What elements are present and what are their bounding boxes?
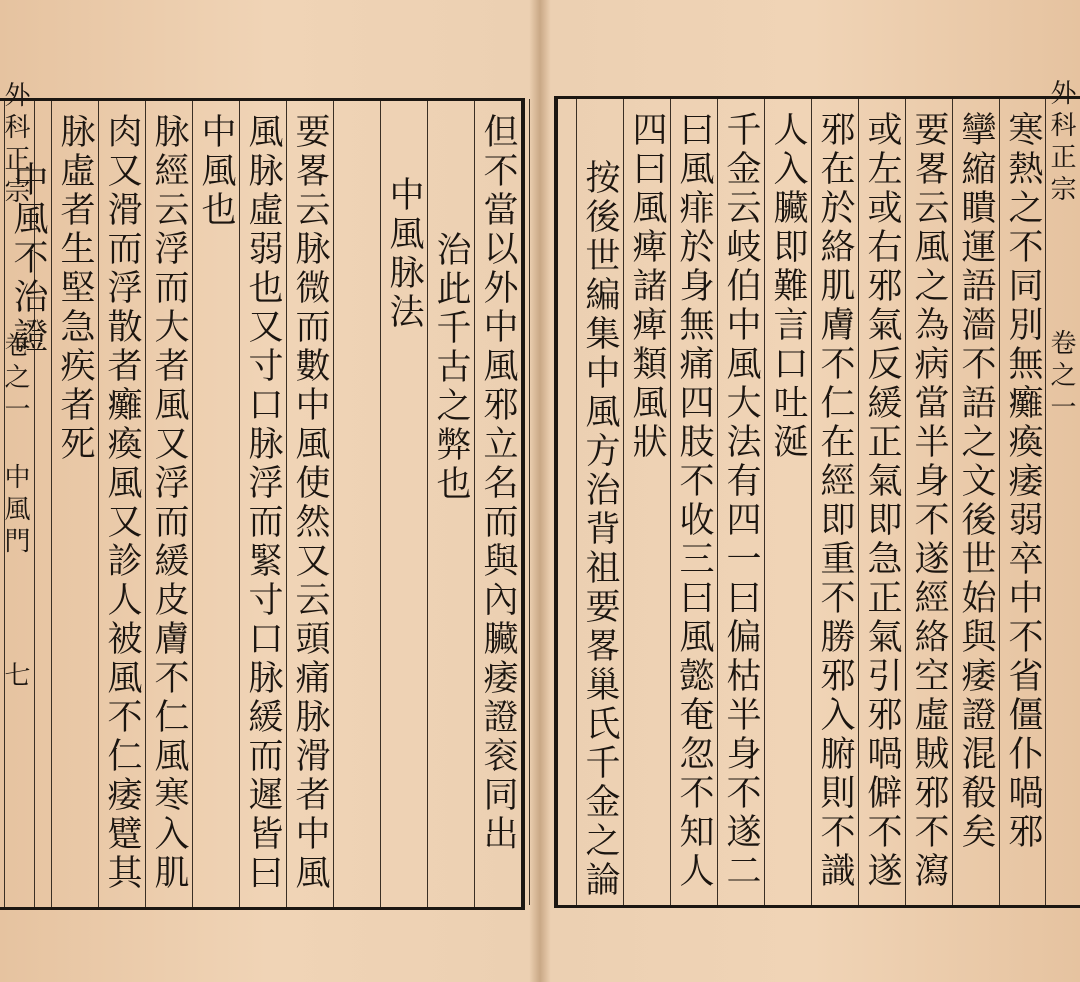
column-text: 曰風痱於身無痛四肢不收三曰風懿奄忽不知人 <box>674 111 714 891</box>
text-column <box>623 99 670 905</box>
text-column <box>474 101 521 907</box>
column-text: 人入臟即難言口吐涎 <box>768 111 808 462</box>
column-text: 脉虛者生堅急疾者死 <box>55 113 95 464</box>
banxin-volume: 卷之一 <box>1046 329 1076 425</box>
column-text: 風脉虛弱也又寸口脉浮而緊寸口脉緩而遲皆曰 <box>243 113 283 893</box>
column-text: 千金云岐伯中風大法有四一曰偏枯半身不遂二 <box>721 111 761 891</box>
text-column <box>717 99 764 905</box>
text-column <box>952 99 999 905</box>
text-column <box>286 101 333 907</box>
text-column <box>239 101 286 907</box>
column-text: 但不當以外中風邪立名而與內臟痿證衮同出 <box>478 113 518 854</box>
text-column <box>999 99 1046 905</box>
column-text: 治此千古之弊也 <box>431 231 471 504</box>
right-banxin <box>1045 79 1080 905</box>
column-text: 中風也 <box>196 113 236 230</box>
left-page-frame <box>0 81 525 910</box>
text-column <box>576 99 623 905</box>
text-column <box>98 101 145 907</box>
right-page <box>540 0 1080 982</box>
text-column <box>427 101 474 907</box>
text-column <box>0 101 4 907</box>
text-column <box>192 101 239 907</box>
text-column <box>811 99 858 905</box>
text-column <box>858 99 905 905</box>
text-column <box>333 101 380 907</box>
column-text: 四曰風痺諸痺類風狀 <box>627 111 667 462</box>
column-text: 肉又滑而浮散者癱瘓風又診人被風不仁痿躄其 <box>102 113 142 893</box>
column-text: 攣縮瞶運語濇不語之文後世始與痿證混殽矣 <box>956 111 996 852</box>
column-text: 要畧云風之為病當半身不遂經絡空虛賊邪不瀉 <box>909 111 949 891</box>
column-text: 中風脉法 <box>384 176 424 332</box>
text-column <box>764 99 811 905</box>
column-text: 要畧云脉微而數中風使然又云頭痛脉滑者中風 <box>290 113 330 893</box>
text-column <box>529 99 576 905</box>
text-column <box>905 99 952 905</box>
banxin-page-number: 七 <box>0 661 30 693</box>
column-text: 按後世編集中風方治背祖要畧巢氏千金之論 <box>580 159 620 900</box>
banxin-volume: 卷之一 中風門 <box>0 331 30 559</box>
column-text: 中風不治證 <box>8 161 48 356</box>
text-column <box>145 101 192 907</box>
banxin-title: 外科正宗 <box>1046 79 1076 207</box>
text-column <box>670 99 717 905</box>
banxin-title: 外科正宗 <box>0 81 30 209</box>
text-column <box>51 101 98 907</box>
text-column <box>380 101 427 907</box>
column-text: 或左或右邪氣反緩正氣即急正氣引邪喎僻不遂 <box>862 111 902 891</box>
column-text: 寒熱之不同別無癱瘓痿弱卒中不省僵仆喎邪 <box>1003 111 1043 852</box>
right-page-frame <box>554 79 1080 908</box>
column-text: 邪在於絡肌膚不仁在經即重不勝邪入腑則不識 <box>815 111 855 891</box>
left-page <box>0 0 530 982</box>
text-column <box>4 101 51 907</box>
column-text: 脉經云浮而大者風又浮而緩皮膚不仁風寒入肌 <box>149 113 189 893</box>
